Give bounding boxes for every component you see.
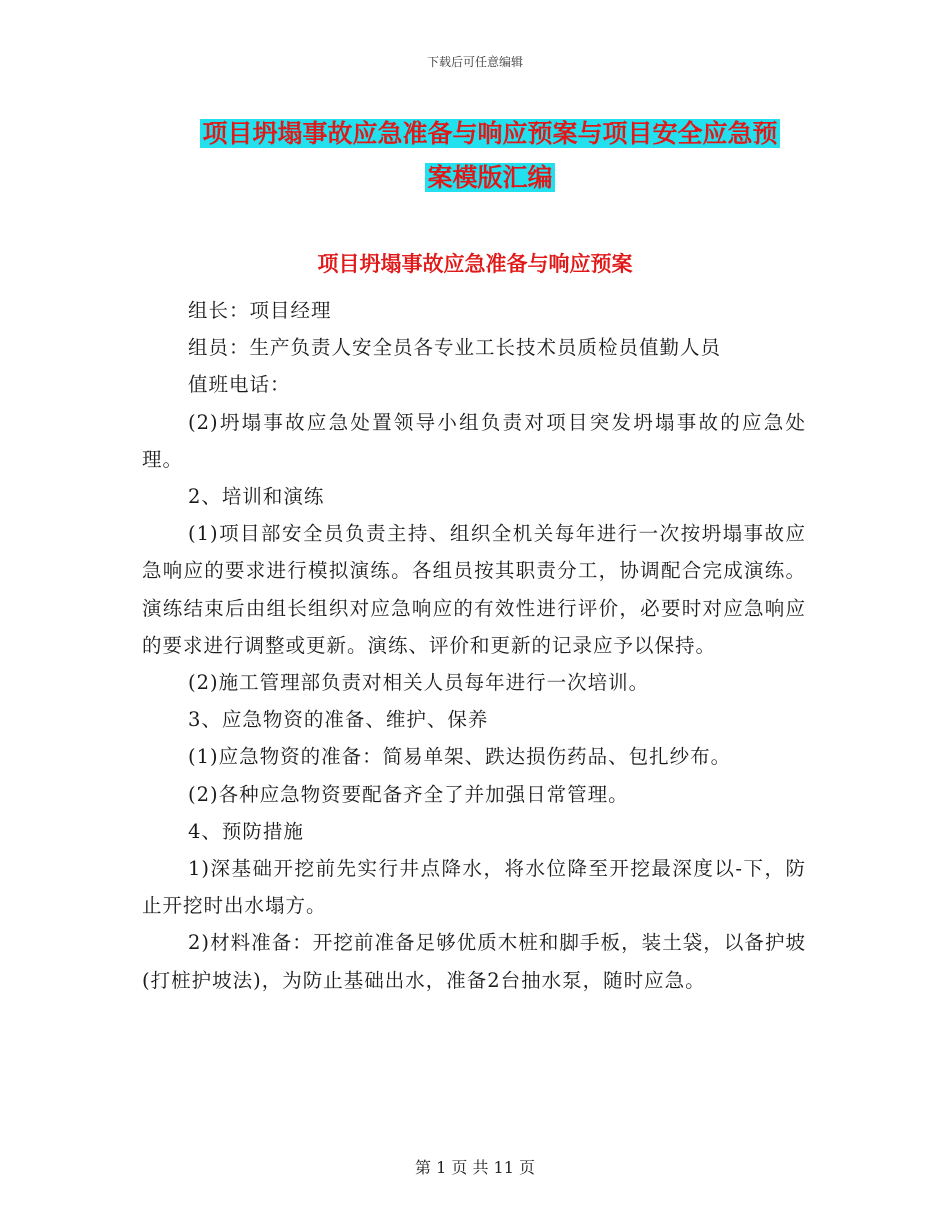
paragraph: 4、预防措施 bbox=[188, 819, 304, 843]
paragraph: 值班电话： bbox=[188, 373, 291, 397]
paragraph: 2)材料准备：开挖前准备足够优质木桩和脚手板，装土袋，以备护坡(打桩护坡法)，为防止基础出水，准备2台抽水泵，随时应急。 bbox=[142, 931, 806, 992]
paragraph: (1)项目部安全员负责主持、组织全机关每年进行一次按坍塌事故应急响应的要求进行模拟演练。各组员按其职责分工，协调配合完成演练。演练结束后由组长组织对应急响应的有效性进行评价，必要时对应急响应的要求进行调整或更新。演练、评价和更新的记录应予以保持。 bbox=[142, 522, 806, 657]
paragraph: 2、培训和演练 bbox=[188, 485, 325, 509]
document-title-line-2: 案模版汇编 bbox=[427, 163, 553, 192]
paragraph: 3、应急物资的准备、维护、保养 bbox=[188, 708, 489, 732]
document-body bbox=[142, 292, 806, 999]
section-title: 项目坍塌事故应急准备与响应预案 bbox=[317, 252, 633, 276]
document-title-line-1: 项目坍塌事故应急准备与响应预案与项目安全应急预 bbox=[202, 119, 778, 148]
paragraph: (2)坍塌事故应急处置领导小组负责对项目突发坍塌事故的应急处理。 bbox=[142, 410, 806, 471]
paragraph: (1)应急物资的准备：简易单架、跌达损伤药品、包扎纱布。 bbox=[188, 745, 732, 769]
paragraph: (2)各种应急物资要配备齐全了并加强日常管理。 bbox=[188, 782, 629, 806]
paragraph: 组员：生产负责人安全员各专业工长技术员质检员值勤人员 bbox=[188, 336, 722, 360]
paragraph: (2)施工管理部负责对相关人员每年进行一次培训。 bbox=[188, 671, 650, 695]
document-title bbox=[160, 112, 820, 200]
page-footer: 第 1 页 共 11 页 bbox=[415, 1158, 535, 1177]
paragraph: 1)深基础开挖前先实行井点降水，将水位降至开挖最深度以-下，防止开挖时出水塌方。 bbox=[142, 857, 806, 918]
header-note: 下载后可任意编辑 bbox=[426, 55, 523, 69]
paragraph: 组长：项目经理 bbox=[188, 299, 332, 322]
